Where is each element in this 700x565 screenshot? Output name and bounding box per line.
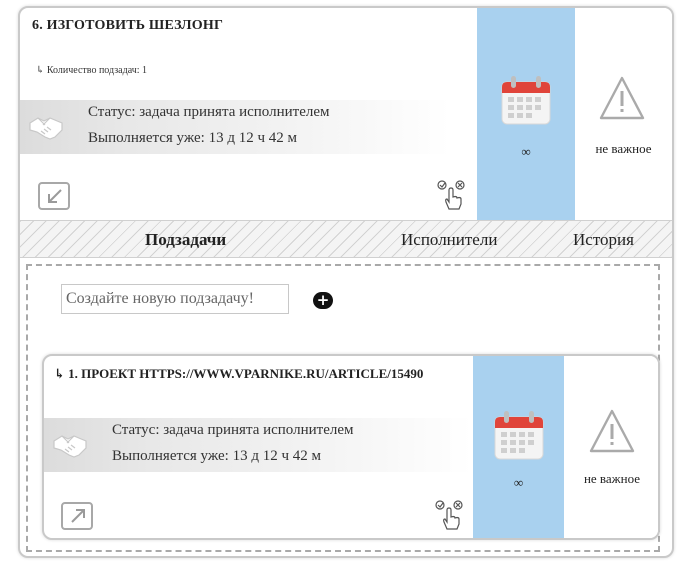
collapse-arrow-icon [44,187,66,207]
subtask-status-band [44,418,472,472]
tab-subtasks[interactable]: Подзадачи [145,230,227,249]
warning-icon [599,75,645,121]
add-subtask-button[interactable]: + [313,292,333,309]
subtask-priority-value: не важное [583,471,641,486]
subtask-deadline-value: ∞ [513,475,524,490]
task-title: 6. ИЗГОТОВИТЬ ШЕЗЛОНГ [32,18,224,33]
subtask-card [42,354,660,540]
subtask-deadline-column[interactable] [473,356,564,540]
tab-executors[interactable]: Исполнители [401,230,498,249]
tab-history[interactable]: История [573,230,634,249]
handshake-icon [52,428,88,462]
expand-arrow-icon [67,507,89,527]
handshake-icon [28,110,64,144]
task-elapsed: Выполняется уже: 13 д 12 ч 42 м [88,130,297,146]
priority-column[interactable] [575,8,672,220]
hand-check-icon[interactable] [436,180,468,212]
hand-check-icon[interactable] [434,500,466,532]
deadline-value: ∞ [521,144,531,159]
expand-button[interactable] [61,502,93,530]
subtask-count: ↳ Количество подзадач: 1 [36,65,148,76]
calendar-icon [499,74,553,126]
collapse-button[interactable] [38,182,70,210]
subtask-status: Статус: задача принята исполнителем [112,422,354,438]
priority-value: не важное [595,141,652,156]
calendar-icon [492,409,546,461]
tabs-bar [20,220,672,258]
task-status: Статус: задача принята исполнителем [88,104,330,120]
subtask-elapsed: Выполняется уже: 13 д 12 ч 42 м [112,448,321,464]
subtask-priority-column[interactable] [564,356,660,540]
subtask-panel [26,264,660,552]
subtask-title: ↳ 1. ПРОЕКТ HTTPS://WWW.VPARNIKE.RU/ARTICLE/15490 [54,366,424,381]
new-subtask-input[interactable] [61,284,289,314]
deadline-column[interactable] [477,8,575,220]
task-card [18,6,674,558]
warning-icon [589,408,635,454]
status-band [20,100,450,154]
